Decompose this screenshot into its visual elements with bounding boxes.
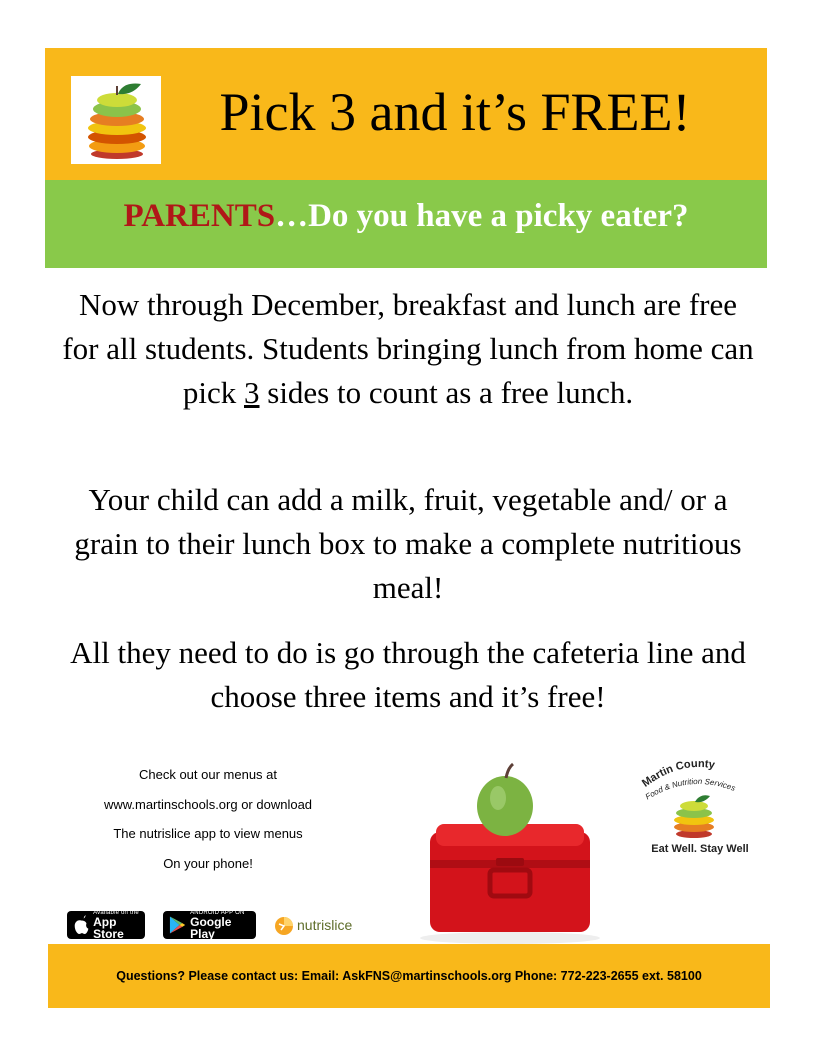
badge-small-text: ANDROID APP ON (190, 910, 245, 916)
badge-big-text: Google Play (190, 915, 232, 941)
nutrislice-text: nutrislice (297, 917, 353, 933)
nutrislice-logo-icon (273, 914, 295, 936)
menus-line: On your phone! (163, 855, 253, 871)
menus-line: Check out our menus at (138, 767, 278, 782)
logo-tagline: Eat Well. Stay Well (651, 843, 749, 855)
paragraph-text: Now through December, breakfast and lunch are free for all students. Students bringing lunch from home can pick (62, 287, 754, 410)
menus-info (70, 760, 346, 878)
google-play-badge[interactable] (163, 911, 256, 939)
badge-small-text: Available on the (93, 910, 139, 916)
underlined-number: 3 (244, 375, 260, 410)
page-title: Pick 3 and it’s FREE! (219, 82, 691, 142)
menus-line: The nutrislice app to view menus (113, 826, 303, 841)
paragraph-cafeteria: All they need to do is go through the cafeteria line and choose three items and it’s free! (70, 635, 746, 714)
fruit-stack-icon (71, 76, 161, 164)
paragraph-text: sides to count as a free lunch. (259, 375, 634, 410)
app-store-badge[interactable] (67, 911, 145, 939)
google-play-icon (169, 915, 186, 935)
paragraph-add-items: Your child can add a milk, fruit, vegetable and/ or a grain to their lunch box to make a complete nutritious meal! (74, 482, 742, 605)
logo-line1: Martin County (639, 757, 716, 790)
nutrislice-logo[interactable] (273, 912, 352, 938)
paragraph-free-meals (58, 283, 758, 415)
menus-link[interactable]: www.martinschools.org or download (103, 796, 313, 812)
logo-line2: Food & Nutrition Services (643, 776, 737, 802)
subtitle-emphasis: PARENTS (123, 198, 276, 234)
badge-big-text: App Store (93, 915, 124, 941)
subtitle (45, 193, 767, 239)
contact-info: Questions? Please contact us: Email: AskFNS@martinschools.org Phone: 772-223-2655 ext. 58100 (116, 969, 702, 983)
lunchbox-apple-image (410, 760, 610, 950)
subtitle-rest: …Do you have a picky eater? (275, 198, 689, 234)
apple-logo-icon (72, 914, 90, 936)
